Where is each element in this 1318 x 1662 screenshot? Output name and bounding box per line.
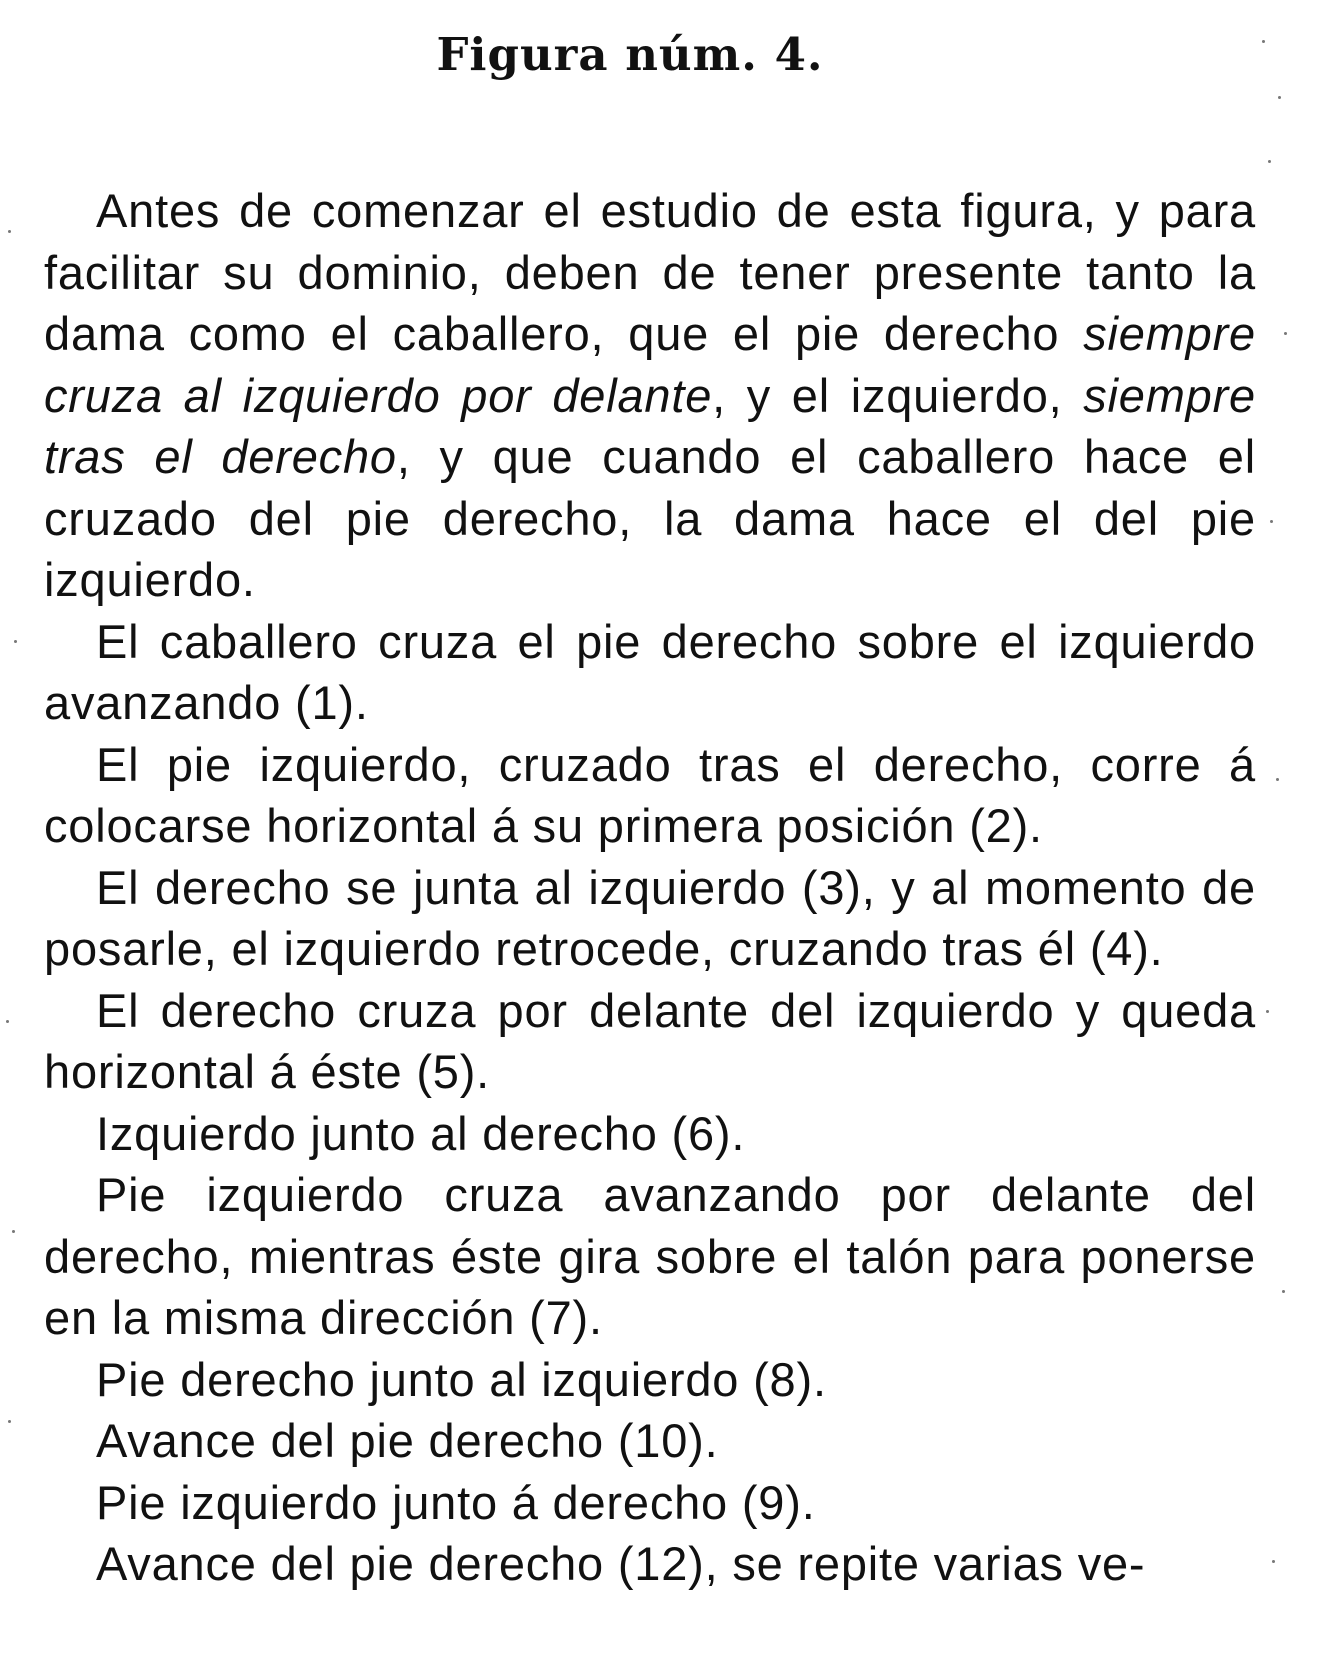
- scan-speck: [1268, 160, 1271, 163]
- scan-speck: [1270, 520, 1273, 523]
- scan-speck: [1262, 40, 1265, 43]
- text-run: El derecho se junta al izquierdo (3), y al momento de posarle, el izquierdo retrocede, cruzando tras él (4).: [44, 860, 1256, 975]
- text-run: El caballero cruza el pie derecho sobre el izquierdo avanzando (1).: [44, 614, 1256, 729]
- text-run: , y que cuando el caballero hace el cruzado del pie derecho, la dama hace el del pie izquierdo.: [44, 430, 1256, 606]
- scan-speck: [1272, 1560, 1275, 1563]
- scan-speck: [12, 1230, 15, 1233]
- text-run: Avance del pie derecho (12), se repite varias ve-: [96, 1537, 1146, 1590]
- paragraph: [44, 611, 1256, 734]
- text-run: El pie izquierdo, cruzado tras el derecho, corre á colocarse horizontal á su primera posición (2).: [44, 737, 1256, 852]
- paragraph: [44, 1164, 1256, 1349]
- scan-speck: [8, 1420, 11, 1423]
- paragraph: [44, 1410, 1256, 1472]
- paragraph: [44, 1472, 1256, 1534]
- italic-text-run: siempre tras el derecho: [44, 368, 1256, 483]
- paragraph: [44, 180, 1256, 611]
- scan-speck: [14, 640, 17, 643]
- scan-speck: [6, 1020, 9, 1023]
- paragraph: [44, 1533, 1256, 1595]
- italic-text-run: siempre cruza al izquierdo por delante: [44, 307, 1256, 422]
- paragraph: [44, 1103, 1256, 1165]
- scan-speck: [1278, 96, 1281, 99]
- paragraph: [44, 980, 1256, 1103]
- paragraph: [44, 857, 1256, 980]
- scan-speck: [1284, 332, 1287, 335]
- text-run: Avance del pie derecho (10).: [96, 1414, 719, 1467]
- scan-speck: [1276, 778, 1279, 781]
- scan-speck: [1266, 1010, 1269, 1013]
- text-run: Pie izquierdo junto á derecho (9).: [96, 1475, 816, 1529]
- text-run: Pie derecho junto al izquierdo (8).: [96, 1352, 827, 1406]
- text-run: Pie izquierdo cruza avanzando por delante del derecho, mientras éste gira sobre el talón para ponerse en la misma dirección (7).: [44, 1168, 1256, 1344]
- text-run: Izquierdo junto al derecho (6).: [96, 1106, 746, 1160]
- paragraph: [44, 734, 1256, 857]
- text-run: Antes de comenzar el estudio de esta figura, y para facilitar su dominio, deben de tener presente tanto la dama como el caballero, que el pie derecho: [44, 184, 1256, 360]
- paragraph: [44, 1349, 1256, 1411]
- scan-speck: [8, 230, 11, 233]
- scan-speck: [1282, 1290, 1285, 1293]
- body-text: [44, 180, 1256, 1595]
- figure-title: Figura núm. 4.: [436, 28, 824, 81]
- text-run: , y el izquierdo,: [712, 368, 1084, 422]
- text-run: El derecho cruza por delante del izquierdo y queda horizontal á éste (5).: [44, 983, 1256, 1098]
